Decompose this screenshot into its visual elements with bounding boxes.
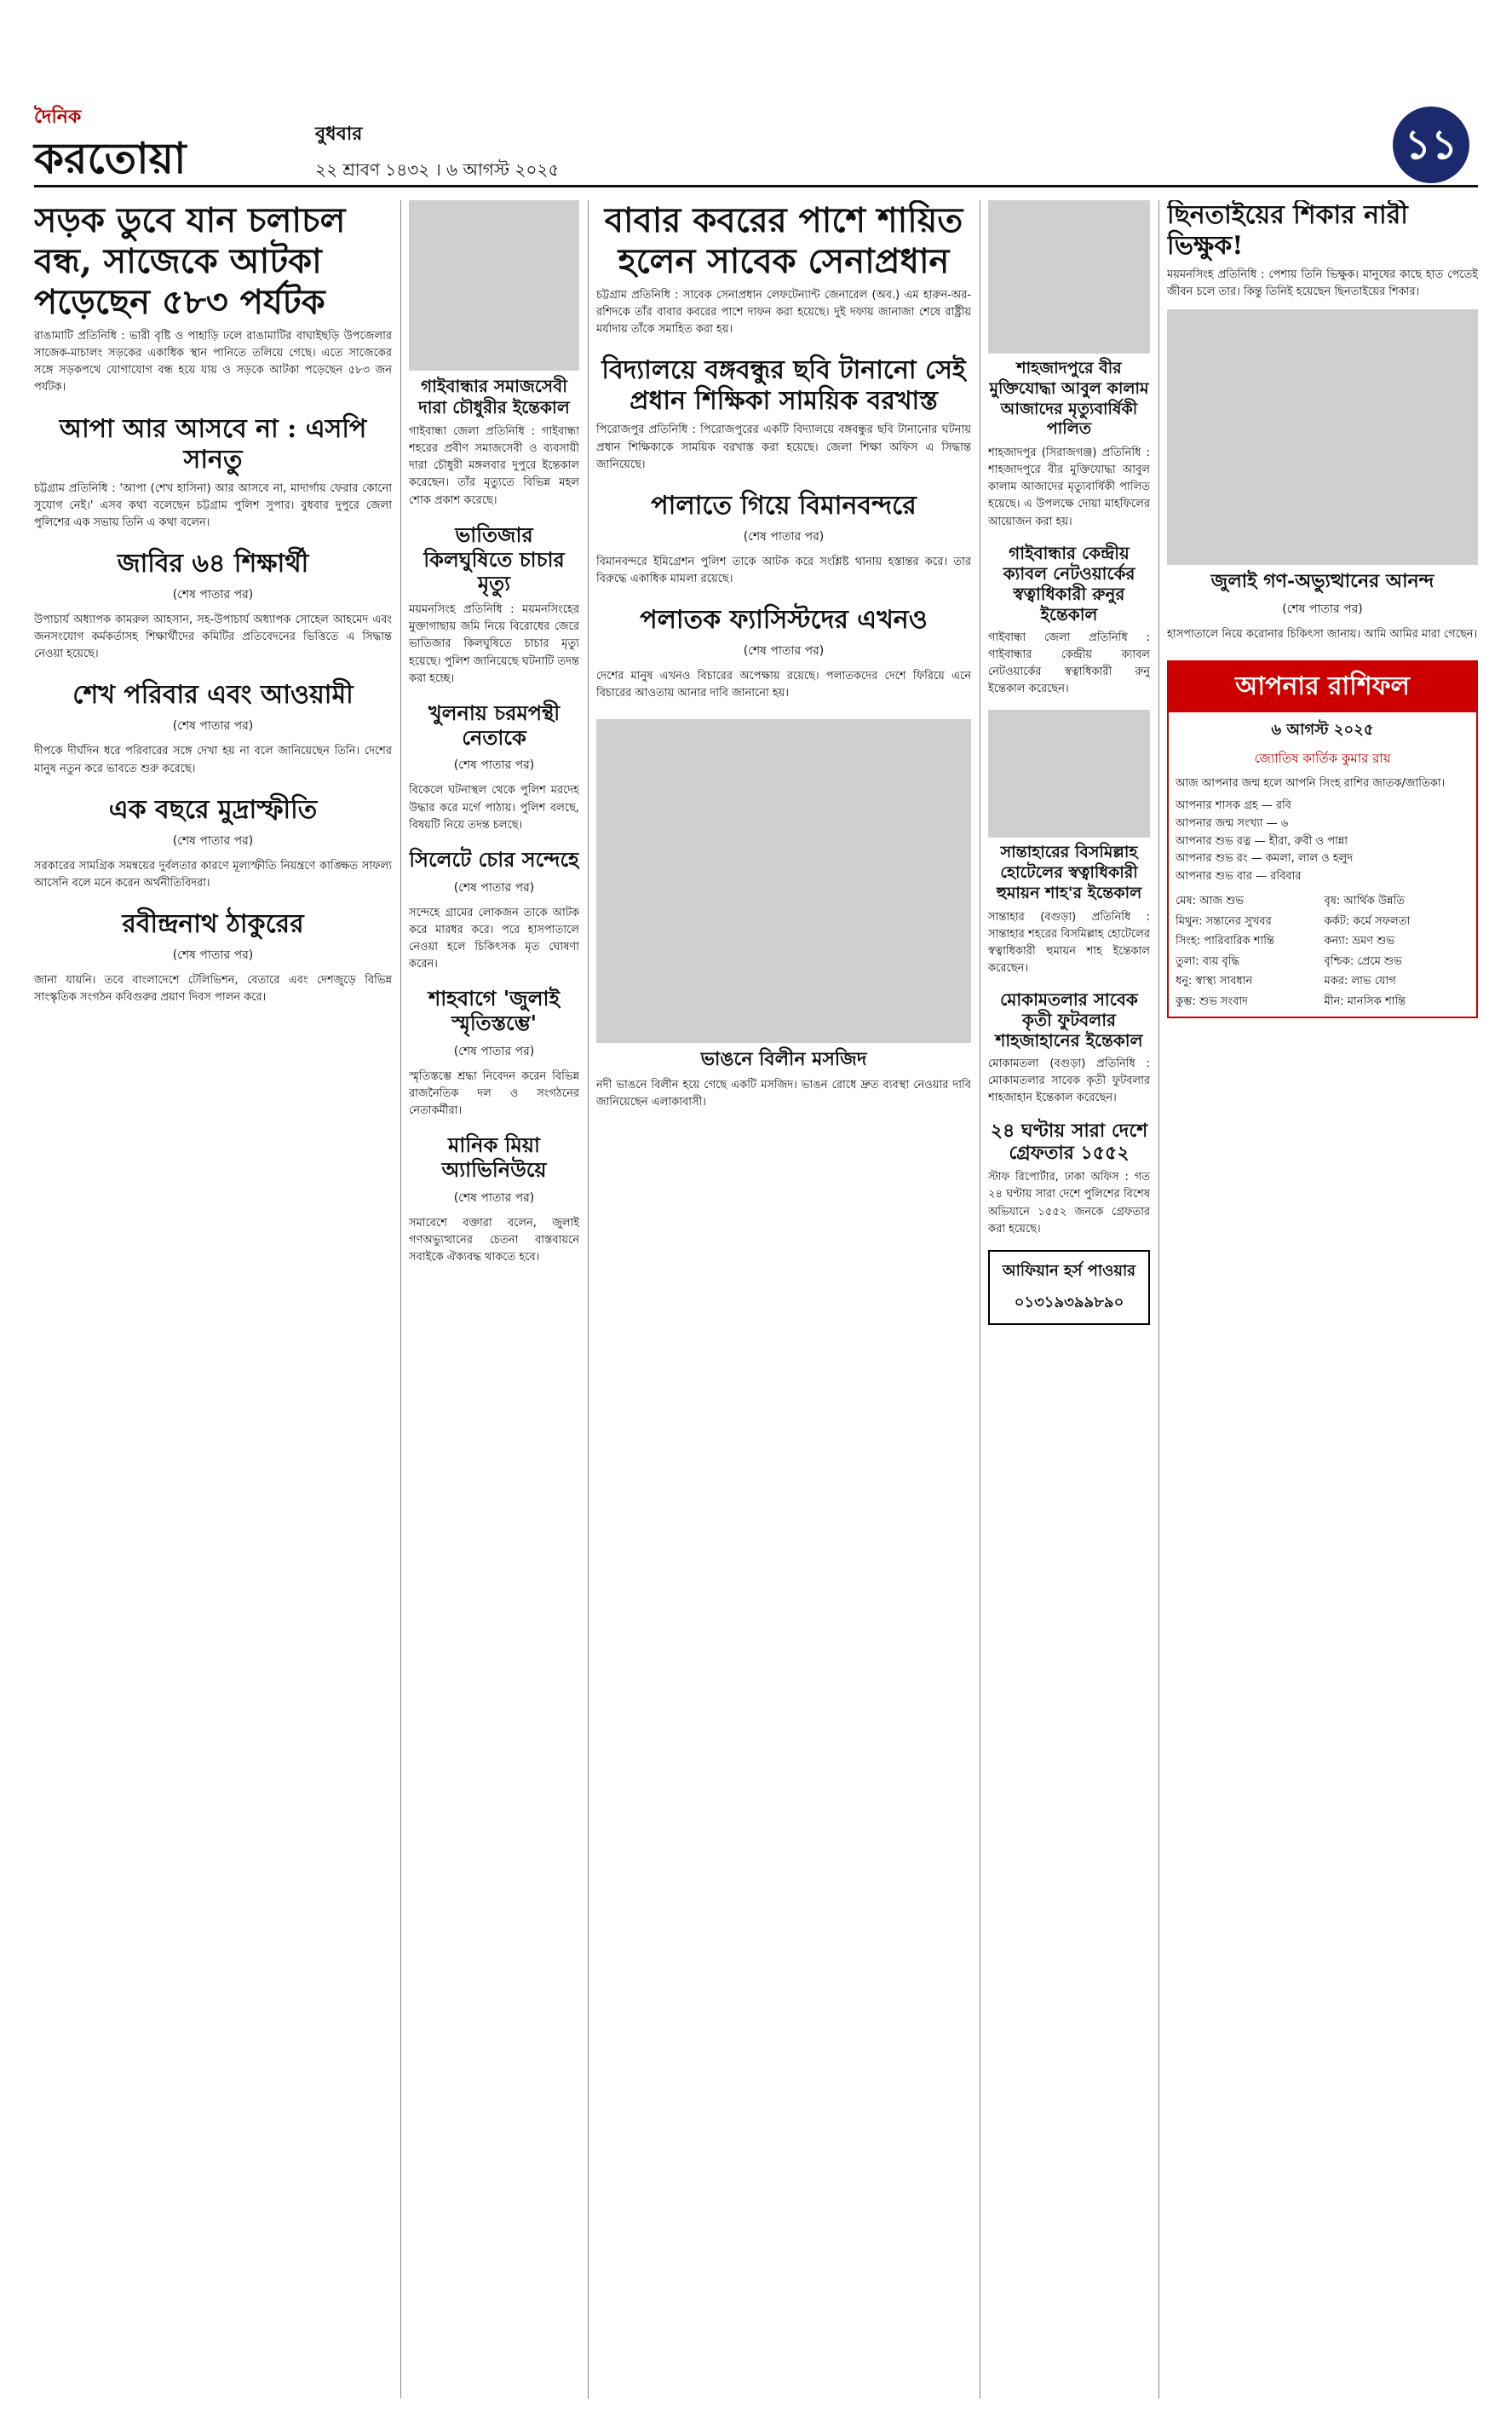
article-body: জানা যায়নি। তবে বাংলাদেশে টেলিভিশন, বেতারে এবং দেশজুড়ে বিভিন্ন সাংস্কৃতিক সংগঠন কবিগুরুর প্রয়াণ দিবস পালন করে। xyxy=(34,973,392,1005)
headline-airport: পালাতে গিয়ে বিমানবন্দরে xyxy=(651,490,917,521)
sign-item: তুলা: ব্যয় বৃদ্ধি xyxy=(1176,954,1240,968)
column-3 xyxy=(596,200,971,2399)
portrait-photo xyxy=(988,710,1150,838)
headline-jabi: জাবির ৬৪ শিক্ষার্থী xyxy=(117,548,309,579)
logo-main-text: করতোয়া xyxy=(34,133,187,183)
photo-caption: জুলাই গণ-অভ্যুত্থানের আনন্দ xyxy=(1210,570,1434,593)
headline-headmistress: বিদ্যালয়ে বঙ্গবন্ধুর ছবি টানানো সেই প্রধান শিক্ষিকা সাময়িক বরখাস্ত xyxy=(601,355,966,417)
horoscope-rows xyxy=(1169,798,1476,886)
continued-label: (শেষ পাতার পর) xyxy=(453,758,535,773)
article-body: উপাচার্য অধ্যাপক কামরুল আহসান, সহ-উপাচার্য অধ্যাপক সোহেল আহমেদ এবং জনসংযোগ কর্মকর্তাসহ শিক্ষার্থীদের কমিটির প্রতিবেদনের ভিত্তিতে এ সিদ্ধান্ত নেওয়া হয়েছে। xyxy=(34,613,392,661)
horoscope-row: আপনার শুভ রং — কমলা, লাল ও হলুদ xyxy=(1176,852,1354,866)
headline-inflation: এক বছরে মুদ্রাস্ফীতি xyxy=(108,794,318,825)
column-rule xyxy=(400,200,401,2399)
sign-item: কর্কট: কর্মে সফলতা xyxy=(1324,914,1411,928)
article-body: শাহজাদপুর (সিরাজগঞ্জ) প্রতিনিধি : শাহজাদপুরে বীর মুক্তিযোদ্ধা আবুল কালাম আজাদের মৃত্যুবার্ষিকী পালিত হয়েছে। এ উপলক্ষে দোয়া মাহফিলের আয়োজন করা হয়। xyxy=(988,446,1150,528)
page-number-badge: ১১ xyxy=(1393,107,1469,183)
continued-label: (শেষ পাতার পর) xyxy=(743,529,825,544)
headline-beggar: ছিনতাইয়ের শিকার নারী ভিক্ষুক! xyxy=(1167,200,1408,261)
continued-label: (শেষ পাতার পর) xyxy=(172,948,254,962)
article-body: দীপকে দীর্ঘদিন ধরে পরিবারের সঙ্গে দেখা হয় না বলে জানিয়েছেন তিনি। দেশের মানুষ নতুন করে ভাবতে শুরু করেছে। xyxy=(34,745,392,775)
article-body: গাইবান্ধা জেলা প্রতিনিধি : গাইবান্ধা শহরের প্রবীণ সমাজসেবী ও ব্যবসায়ী দারা চৌধুরী মঙ্গলবার দুপুরে ইন্তেকাল করেছেন। তাঁর মৃত্যুতে বিভিন্ন মহল শোক প্রকাশ করেছে। xyxy=(409,425,579,507)
photo-caption: গাইবান্ধার সমাজসেবী দারা চৌধুরীর ইন্তেকাল xyxy=(418,376,570,418)
article-body: হাসপাতালে নিয়ে করোনার চিকিৎসা জানায়। আমি আমির মারা গেছেন। xyxy=(1167,627,1478,641)
group-photo xyxy=(1167,309,1478,565)
article-body: বিমানবন্দরে ইমিগ্রেশন পুলিশ তাকে আটক করে সংশ্লিষ্ট থানায় হস্তান্তর করে। তার বিরুদ্ধে একাধিক মামলা রয়েছে। xyxy=(596,555,971,585)
horoscope-row: আপনার শাসক গ্রহ — রবি xyxy=(1176,799,1292,813)
headline-khulna: খুলনায় চরমপন্থী নেতাকে xyxy=(428,700,561,750)
headline-manik-mia: মানিক মিয়া অ্যাভিনিউয়ে xyxy=(441,1132,547,1182)
headline-fugitive: পলাতক ফ্যাসিস্টদের এখনও xyxy=(640,605,928,636)
headline-army-chief: বাবার কবরের পাশে শায়িত হলেন সাবেক সেনাপ্রধান xyxy=(604,200,963,281)
article-body: দেশের মানুষ এখনও বিচারের অপেক্ষায় রয়েছে। পলাতকদের দেশে ফিরিয়ে এনে বিচারের আওতায় আনার দাবি জানানো হয়। xyxy=(596,670,971,700)
horoscope-date: ৬ আগস্ট ২০২৫ xyxy=(1271,720,1374,739)
ad-phone: ০১৩১৯৩৯৯৮৯০ xyxy=(1014,1293,1124,1311)
article-body: ময়মনসিংহ প্রতিনিধি : পেশায় তিনি ভিক্ষুক। মানুষের কাছে হাত পেতেই জীবন চলে তার। কিন্তু তিনিই হয়েছেন ছিনতাইয়ের শিকার। xyxy=(1167,268,1478,299)
sign-item: ধনু: স্বাস্থ্য সাবধান xyxy=(1176,975,1253,988)
date-block xyxy=(315,119,559,186)
article-body: রাঙামাটি প্রতিনিধি : ভারী বৃষ্টি ও পাহাড়ি ঢলে রাঙামাটির বাঘাইছড়ি উপজেলার সাজেক-মাচালং সড়কের একাধিক স্থান পানিতে তলিয়ে গেছে। এতে সাজেকের সঙ্গে সড়কপথে যোগাযোগ বন্ধ হয়ে যায় ও সড়কে আটকা পড়েছেন ৫৮৩ জন পর্যটক। xyxy=(34,330,392,395)
column-rule xyxy=(1158,200,1159,2399)
horoscope-row: আপনার শুভ রত্ন — হীরা, রুবী ও পান্না xyxy=(1176,834,1348,848)
headline-sylhet: সিলেটে চোর সন্দেহে xyxy=(409,846,579,872)
continued-label: (শেষ পাতার পর) xyxy=(743,644,825,659)
article-body: স্মৃতিস্তম্ভে শ্রদ্ধা নিবেদন করেন বিভিন্ন রাজনৈতিক দল ও সংগঠনের নেতাকর্মীরা। xyxy=(409,1069,579,1118)
column-5 xyxy=(1167,200,1478,2399)
article-body: সরকারের সামগ্রিক সমন্বয়ের দুর্বলতার কারণে মূল্যস্ফীতি নিয়ন্ত্রণে কাঙ্ক্ষিত সাফল্য আসেনি বলে মনে করেন অর্থনীতিবিদরা। xyxy=(34,859,392,890)
photo-caption: সান্তাহারের বিসমিল্লাহ হোটেলের স্বত্বাধিকারী হুমায়ন শাহ'র ইন্তেকাল xyxy=(996,843,1142,902)
horoscope-row: আপনার শুভ বার — রবিবার xyxy=(1176,870,1302,884)
sign-item: বৃষ: আর্থিক উন্নতি xyxy=(1324,895,1405,908)
article-body: চট্টগ্রাম প্রতিনিধি : সাবেক সেনাপ্রধান লেফটেন্যান্ট জেনারেল (অব.) এম হারুন-অর-রশিদকে তাঁর বাবার কবরের পাশে দাফন করা হয়েছে। দুই দফায় জানাজা শেষে রাষ্ট্রীয় মর্যাদায় তাঁকে সমাহিত করা হয়। xyxy=(596,289,971,337)
photo-caption: ভাঙনে বিলীন মসজিদ xyxy=(700,1048,867,1071)
article-body: পিরোজপুর প্রতিনিধি : পিরোজপুরের একটি বিদ্যালয়ে বঙ্গবন্ধুর ছবি টানানোর ঘটনায় প্রধান শিক্ষিকাকে সাময়িক বরখাস্ত করা হয়েছে। জেলা শিক্ষা অফিস এ সিদ্ধান্ত জানিয়েছে। xyxy=(596,423,971,471)
masthead xyxy=(34,102,1478,187)
headline-sajek: সড়ক ডুবে যান চলাচল বন্ধ, সাজেকে আটকা পড়েছেন ৫৮৩ পর্যটক xyxy=(34,200,346,322)
horoscope-intro: আজ আপনার জন্ম হলে আপনি সিংহ রাশির জাতক/জাতিকা। xyxy=(1176,776,1446,790)
date-label: ২২ শ্রাবণ ১৪৩২ । ৬ আগস্ট ২০২৫ xyxy=(315,159,560,180)
article-body: সান্তাহার (বগুড়া) প্রতিনিধি : সান্তাহার শহরের বিসমিল্লাহ হোটেলের স্বত্বাধিকারী হুমায়ন শাহ ইন্তেকাল করেছেন। xyxy=(988,910,1150,975)
sign-item: মীন: মানসিক শান্তি xyxy=(1324,994,1406,1008)
continued-label: (শেষ পাতার পর) xyxy=(1282,602,1363,616)
newspaper-logo xyxy=(34,102,290,183)
headline-tagore: রবীন্দ্রনাথ ঠাকুরের xyxy=(122,908,304,939)
headline-sheikh: শেখ পরিবার এবং আওয়ামী xyxy=(72,680,354,711)
advertisement xyxy=(988,1250,1150,1325)
horoscope-author: জ্যোতিষ কার্তিক কুমার রায় xyxy=(1254,750,1391,766)
continued-label: (শেষ পাতার পর) xyxy=(453,880,535,895)
portrait-photo xyxy=(409,200,579,371)
article-body: সন্দেহে গ্রামের লোকজন তাকে আটক করে মারধর করে। পরে হাসপাতালে নেওয়া হলে চিকিৎসক মৃত ঘোষণা করেন। xyxy=(409,906,579,971)
sign-item: কুম্ভ: শুভ সংবাদ xyxy=(1176,994,1248,1008)
horoscope-box xyxy=(1167,660,1478,1018)
horoscope-signs xyxy=(1169,886,1476,1017)
day-label: বুধবার xyxy=(315,124,363,145)
article-body: গাইবান্ধা জেলা প্রতিনিধি : গাইবান্ধার কেন্দ্রীয় ক্যাবল নেটওয়ার্কের স্বত্বাধিকারী রুনু ইন্তেকাল করেছেন। xyxy=(988,631,1150,696)
sign-item: মকর: লাভ যোগ xyxy=(1324,975,1396,988)
sign-item: মেষ: আজ শুভ xyxy=(1176,895,1244,908)
article-body: নদী ভাঙনে বিলীন হয়ে গেছে একটি মসজিদ। ভাঙন রোধে দ্রুত ব্যবস্থা নেওয়ার দাবি জানিয়েছেন এলাকাবাসী। xyxy=(596,1078,971,1109)
mosque-erosion-photo xyxy=(596,719,971,1043)
continued-label: (শেষ পাতার পর) xyxy=(172,587,254,602)
continued-label: (শেষ পাতার পর) xyxy=(172,719,254,734)
column-1 xyxy=(34,200,392,2399)
article-body: সমাবেশে বক্তারা বলেন, জুলাই গণঅভ্যুত্থানের চেতনা বাস্তবায়নে সবাইকে ঐক্যবদ্ধ থাকতে হবে। xyxy=(409,1216,579,1264)
logo-small-text: দৈনিক xyxy=(34,107,82,128)
sign-item: কন্যা: ভ্রমণ শুভ xyxy=(1324,935,1395,948)
headline-footballer: মোকামতলার সাবেক কৃতী ফুটবলার শাহজাহানের ইন্তেকাল xyxy=(995,989,1143,1051)
photo-caption: শাহজাদপুরে বীর মুক্তিযোদ্ধা আবুল কালাম আজাদের মৃত্যুবার্ষিকী পালিত xyxy=(989,359,1149,439)
headline-apa: আপা আর আসবে না : এসপি সানতু xyxy=(59,413,367,475)
headline-runu: গাইবান্ধার কেন্দ্রীয় ক্যাবল নেটওয়ার্কের স্বত্বাধিকারী রুনুর ইন্তেকাল xyxy=(1003,542,1135,625)
sign-item: মিথুন: সন্তানের সুখবর xyxy=(1176,914,1272,928)
headline-uncle-death: ভাতিজার কিলঘুষিতে চাচার মৃত্যু xyxy=(423,521,565,596)
continued-label: (শেষ পাতার পর) xyxy=(453,1190,535,1205)
article-body: স্টাফ রিপোর্টার, ঢাকা অফিস : গত ২৪ ঘণ্টায় সারা দেশে পুলিশের বিশেষ অভিযানে ১৫৫২ জনকে গ্রেফতার করা হয়েছে। xyxy=(988,1171,1150,1236)
article-body: ময়মনসিংহ প্রতিনিধি : ময়মনসিংহের মুক্তাগাছায় জমি নিয়ে বিরোধের জেরে ভাতিজার কিলঘুষিতে চাচার মৃত্যু হয়েছে। পুলিশ জানিয়েছে ঘটনাটি তদন্ত করা হচ্ছে। xyxy=(409,603,579,685)
horoscope-row: আপনার জন্ম সংখ্যা — ৬ xyxy=(1176,816,1289,830)
article-body: বিকেলে ঘটনাস্থল থেকে পুলিশ মরদেহ উদ্ধার করে মর্গে পাঠায়। পুলিশ বলছে, বিষয়টি নিয়ে তদন্ত চলছে। xyxy=(409,784,579,832)
continued-label: (শেষ পাতার পর) xyxy=(453,1044,535,1058)
article-body: চট্টগ্রাম প্রতিনিধি : 'আপা (শেখ হাসিনা) আর আসবে না, মাদার্গায় ফেরার কোনো সুযোগ নেই।' এসব কথা বলেছেন চট্টগ্রাম পুলিশ সুপার। বুধবার দুপুরে জেলা পুলিশের এক সভায় তিনি এ কথা বলেন। xyxy=(34,481,392,529)
sign-item: বৃশ্চিক: প্রেমে শুভ xyxy=(1324,954,1402,968)
column-rule xyxy=(588,200,589,2399)
portrait-photo xyxy=(988,200,1150,354)
sign-item: সিংহ: পারিবারিক শান্তি xyxy=(1176,935,1274,948)
ad-title: আফিয়ান হর্স পাওয়ার xyxy=(1002,1261,1136,1280)
column-2 xyxy=(409,200,579,2399)
headline-shahbag: শাহবাগে 'জুলাই স্মৃতিস্তম্ভে' xyxy=(428,986,560,1035)
continued-label: (শেষ পাতার পর) xyxy=(172,833,254,848)
column-4 xyxy=(988,200,1150,2399)
horoscope-title: আপনার রাশিফল xyxy=(1169,662,1476,712)
article-body: মোকামতলা (বগুড়া) প্রতিনিধি : মোকামতলার সাবেক কৃতী ফুটবলার শাহজাহান ইন্তেকাল করেছেন। xyxy=(988,1057,1150,1105)
headline-arrests: ২৪ ঘণ্টায় সারা দেশে গ্রেফতার ১৫৫২ xyxy=(990,1119,1148,1164)
